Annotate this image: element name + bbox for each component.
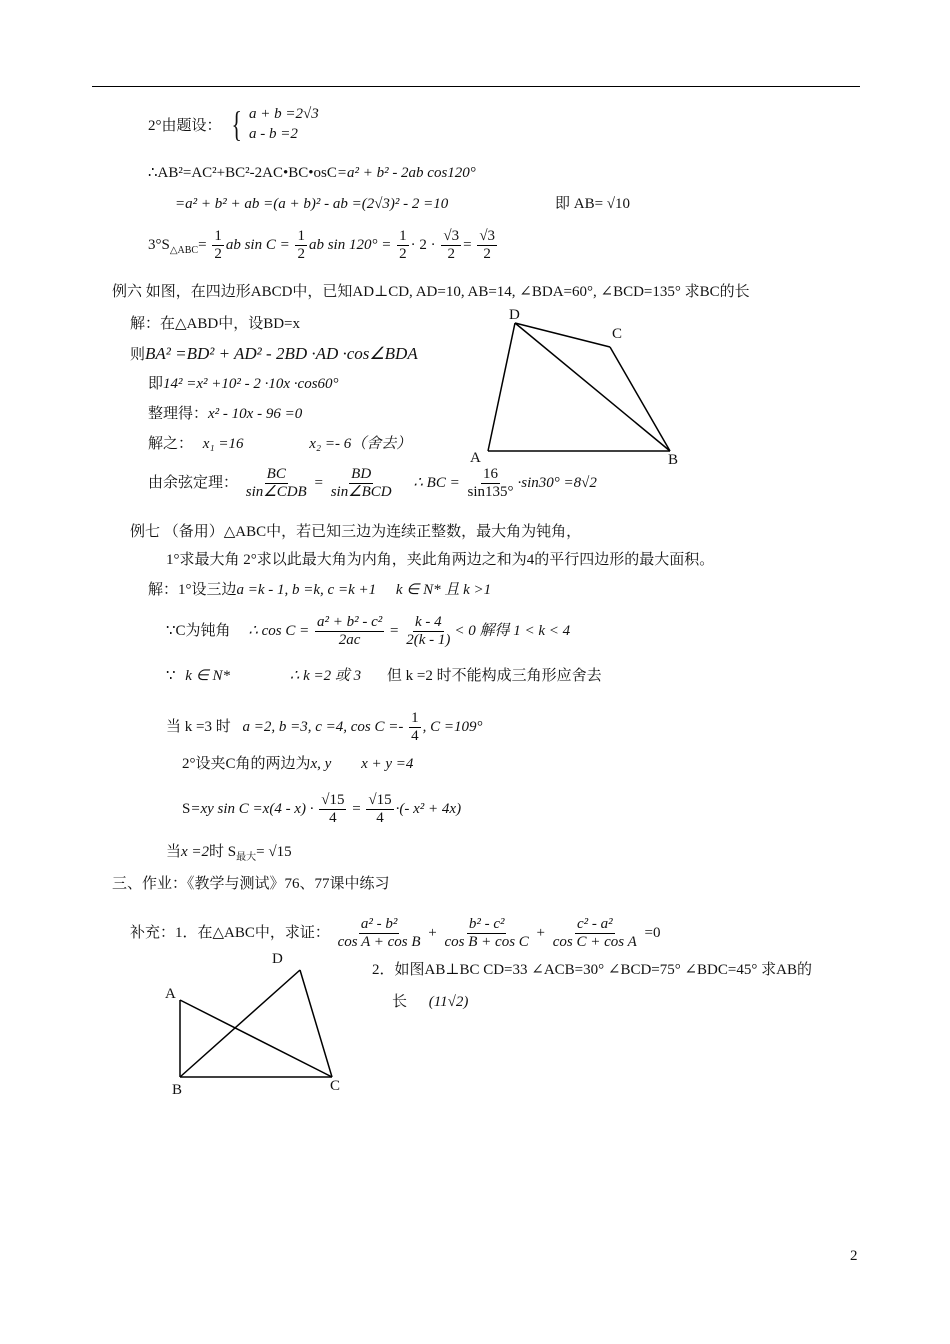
ex6-step5-lead: 解之：	[148, 436, 194, 452]
frac-den: cos A + cos B	[337, 934, 421, 951]
supp1-plus: +	[428, 925, 437, 942]
ex7-step5-lead: 2°设夹C角的两边为	[182, 756, 311, 772]
part3-label: 3°S	[148, 237, 170, 254]
frac-den: 2	[447, 246, 455, 263]
part2-eq1: a + b =2√3	[249, 106, 319, 122]
ex6-step5-x2: x₂ =- 6（舍去）	[309, 436, 412, 452]
ex6-step4	[148, 406, 302, 423]
homework-supp2-line1: 2．如图AB⊥BC CD=33 ∠ACB=30° ∠BCD=75° ∠BDC=45° 求AB的	[372, 962, 812, 978]
part2-result: 即 AB= √10	[555, 196, 631, 212]
frac-num: √15	[319, 792, 346, 810]
frac-den: 4	[329, 810, 337, 827]
ex7-step3-because: ∵	[166, 668, 176, 684]
ex6-step2-lead: 则	[130, 347, 146, 363]
ex7-step6-eq: =	[352, 801, 361, 818]
frac-num: BD	[349, 466, 373, 484]
frac-num: c² - a²	[575, 916, 615, 934]
ex7-step5-expr: x + y =4	[361, 756, 414, 772]
ex7-step7-sub: 最大	[236, 852, 257, 863]
frac-num: k - 4	[413, 614, 444, 632]
page-number: 2	[850, 1248, 858, 1264]
frac-den: sin∠BCD	[330, 484, 392, 501]
part2-line-ab-prefix: ∴AB²=AC²+BC²-2AC•BC•osC	[148, 165, 337, 181]
ex6-step5	[148, 436, 411, 453]
supp2-answer: (11√2)	[428, 994, 469, 1010]
frac-den: 4	[376, 810, 384, 827]
part2-line-ab2: =a² + b² + ab =(a + b)² - ab =(2√3)² - 2 =10	[175, 196, 449, 212]
edge-ac	[180, 1000, 332, 1077]
ex7-step3-tail: 但 k =2 时不能构成三角形应舍去	[386, 668, 602, 684]
ex6-step2-expr: BA² =BD² + AD² - 2BD ·AD ·cos∠BDA	[145, 344, 418, 363]
ex7-step6-expr: =xy sin C =x(4 - x) ·	[190, 801, 314, 818]
ex7-step4	[166, 710, 483, 746]
ex6-label-a: A	[470, 450, 481, 466]
ex6-label-d: D	[509, 307, 520, 323]
ex6-step2	[130, 345, 418, 364]
ex7-step7-tail: = √15	[256, 844, 292, 860]
homework-title: 三、作业：《教学与测试》76、77课中练习	[112, 876, 390, 892]
ex7-step3-therefore: ∴ k =2 或 3	[289, 668, 362, 684]
supp2-line2-text: 长	[392, 994, 408, 1010]
frac-num: 1	[409, 710, 421, 728]
frac-num: a² - b²	[359, 916, 400, 934]
part3-eq: =	[198, 237, 207, 254]
part3-t3: · 2 ·	[410, 237, 436, 254]
ex7-title: 例七 （备用）△ABC中，若已知三边为连续正整数，最大角为钝角，	[130, 524, 582, 540]
part2-label: 2°由题设：	[148, 118, 222, 134]
ex7-step4-tail: , C =109°	[422, 719, 483, 736]
ex7-step3	[166, 668, 602, 685]
ex7-step3-expr: k ∈ N*	[185, 668, 231, 684]
ex7-step7	[166, 844, 292, 863]
supp2-label-b: B	[172, 1082, 183, 1098]
brace-icon: {	[231, 103, 242, 144]
part2-line-ab-expr: =a² + b² - 2ab cos120°	[336, 165, 476, 181]
frac-num: a² + b² - c²	[315, 614, 384, 632]
ex7-step6-lead: S	[182, 801, 191, 818]
frac-den: 4	[411, 728, 419, 745]
part3-sub: △ABC	[169, 245, 199, 257]
frac-num: √3	[441, 228, 461, 246]
ex7-step4-lead: 当 k =3 时	[166, 719, 231, 736]
ex7-step2-therefore: ∴ cos C =	[248, 623, 310, 640]
supp2-label-c: C	[330, 1078, 341, 1094]
ex7-step1-expr: a =k - 1, b =k, c =k +1	[236, 582, 377, 598]
frac-num: 16	[481, 466, 500, 484]
ex6-title: 例六 如图，在四边形ABCD中，已知AD⊥CD, AD=10, AB=14, ∠BDA=60°, ∠BCD=135° 求BC的长	[112, 284, 750, 300]
homework-supp1	[130, 916, 661, 952]
edge-cb	[610, 347, 670, 451]
ex7-step4-expr: a =2, b =3, c =4, cos C =-	[242, 719, 404, 736]
ex7-step2	[166, 614, 570, 650]
ex6-step5-x1: x₁ =16	[202, 436, 244, 452]
ex7-step6	[182, 792, 461, 828]
ex6-step3-lead: 即	[148, 376, 164, 392]
frac-den: 2	[297, 246, 305, 263]
frac-den: 2(k - 1)	[406, 632, 451, 649]
frac-num: b² - c²	[467, 916, 507, 934]
part3-eq2: =	[463, 237, 472, 254]
edge-ad	[488, 323, 515, 451]
supp2-label-d: D	[272, 951, 283, 967]
supp2-label-a: A	[165, 986, 176, 1002]
ex6-step4-expr: x² - 10x - 96 =0	[208, 406, 303, 422]
ex6-step1: 解：在△ABD中，设BD=x	[130, 316, 301, 332]
ex7-step7-mid: 时 S	[209, 844, 237, 860]
ex7-step6-tail: ·(- x² + 4x)	[395, 801, 462, 818]
ex7-step5-vars: x, y	[310, 756, 332, 772]
edge-bd	[180, 970, 300, 1077]
ex7-step1-lead: 解：1°设三边	[148, 582, 237, 598]
frac-den: 2	[399, 246, 407, 263]
frac-den: sin∠CDB	[245, 484, 307, 501]
frac-num: BC	[265, 466, 288, 484]
ex7-step2-eq: =	[390, 623, 399, 640]
ex6-step6	[148, 466, 597, 502]
frac-den: cos B + cos C	[444, 934, 529, 951]
header-rule	[92, 86, 860, 87]
ex6-step3	[148, 376, 339, 393]
ex6-step6-tail: ·sin30° =8√2	[517, 475, 597, 492]
ex7-step2-lead: ∵C为钝角	[166, 623, 231, 640]
ex6-label-c: C	[612, 326, 623, 342]
ex7-step2-tail: < 0 解得 1 < k < 4	[454, 623, 571, 640]
frac-num: √3	[477, 228, 497, 246]
part3-t1: ab sin C =	[225, 237, 290, 254]
ex6-label-b: B	[668, 452, 679, 468]
frac-num: 1	[212, 228, 224, 246]
part2-line-ab	[148, 165, 476, 182]
frac-num: √15	[366, 792, 393, 810]
ex7-step1-cond: k ∈ N* 且 k >1	[395, 582, 492, 598]
ex6-step6-lead: 由余弦定理：	[148, 475, 239, 492]
frac-den: 2	[214, 246, 222, 263]
frac-den: 2	[483, 246, 491, 263]
ex7-step7-lead: 当	[166, 844, 182, 860]
ex6-quadrilateral-figure	[480, 305, 690, 470]
supp1-plus: +	[536, 925, 546, 942]
part2-eq2: a - b =2	[249, 126, 298, 143]
ex7-step7-expr: x =2	[181, 844, 210, 860]
ex6-step4-lead: 整理得：	[148, 406, 209, 422]
supp1-tail: =0	[644, 925, 661, 942]
frac-num: 1	[397, 228, 409, 246]
part2-system	[228, 104, 319, 145]
frac-den: sin135°	[467, 484, 514, 501]
ex6-step3-expr: 14² =x² +10² - 2 ·10x ·cos60°	[163, 376, 339, 392]
frac-num: 1	[295, 228, 307, 246]
supp2-triangle-figure	[170, 960, 340, 1085]
ex7-step5	[182, 756, 413, 773]
ex7-step1	[148, 582, 491, 599]
part3-t2: ab sin 120° =	[308, 237, 392, 254]
part3-area	[148, 228, 499, 264]
frac-den: cos C + cos A	[552, 934, 637, 951]
ex6-step6-eq: =	[314, 475, 323, 492]
ex6-step6-therefore: ∴ BC =	[413, 475, 460, 492]
supp1-lead: 补充：1．在△ABC中，求证：	[130, 925, 330, 942]
edge-dc	[300, 970, 332, 1077]
ex7-question: 1°求最大角 2°求以此最大角为内角，夹此角两边之和为4的平行四边形的最大面积。	[166, 552, 715, 568]
frac-den: 2ac	[338, 632, 361, 649]
homework-supp2-line2	[392, 994, 468, 1011]
